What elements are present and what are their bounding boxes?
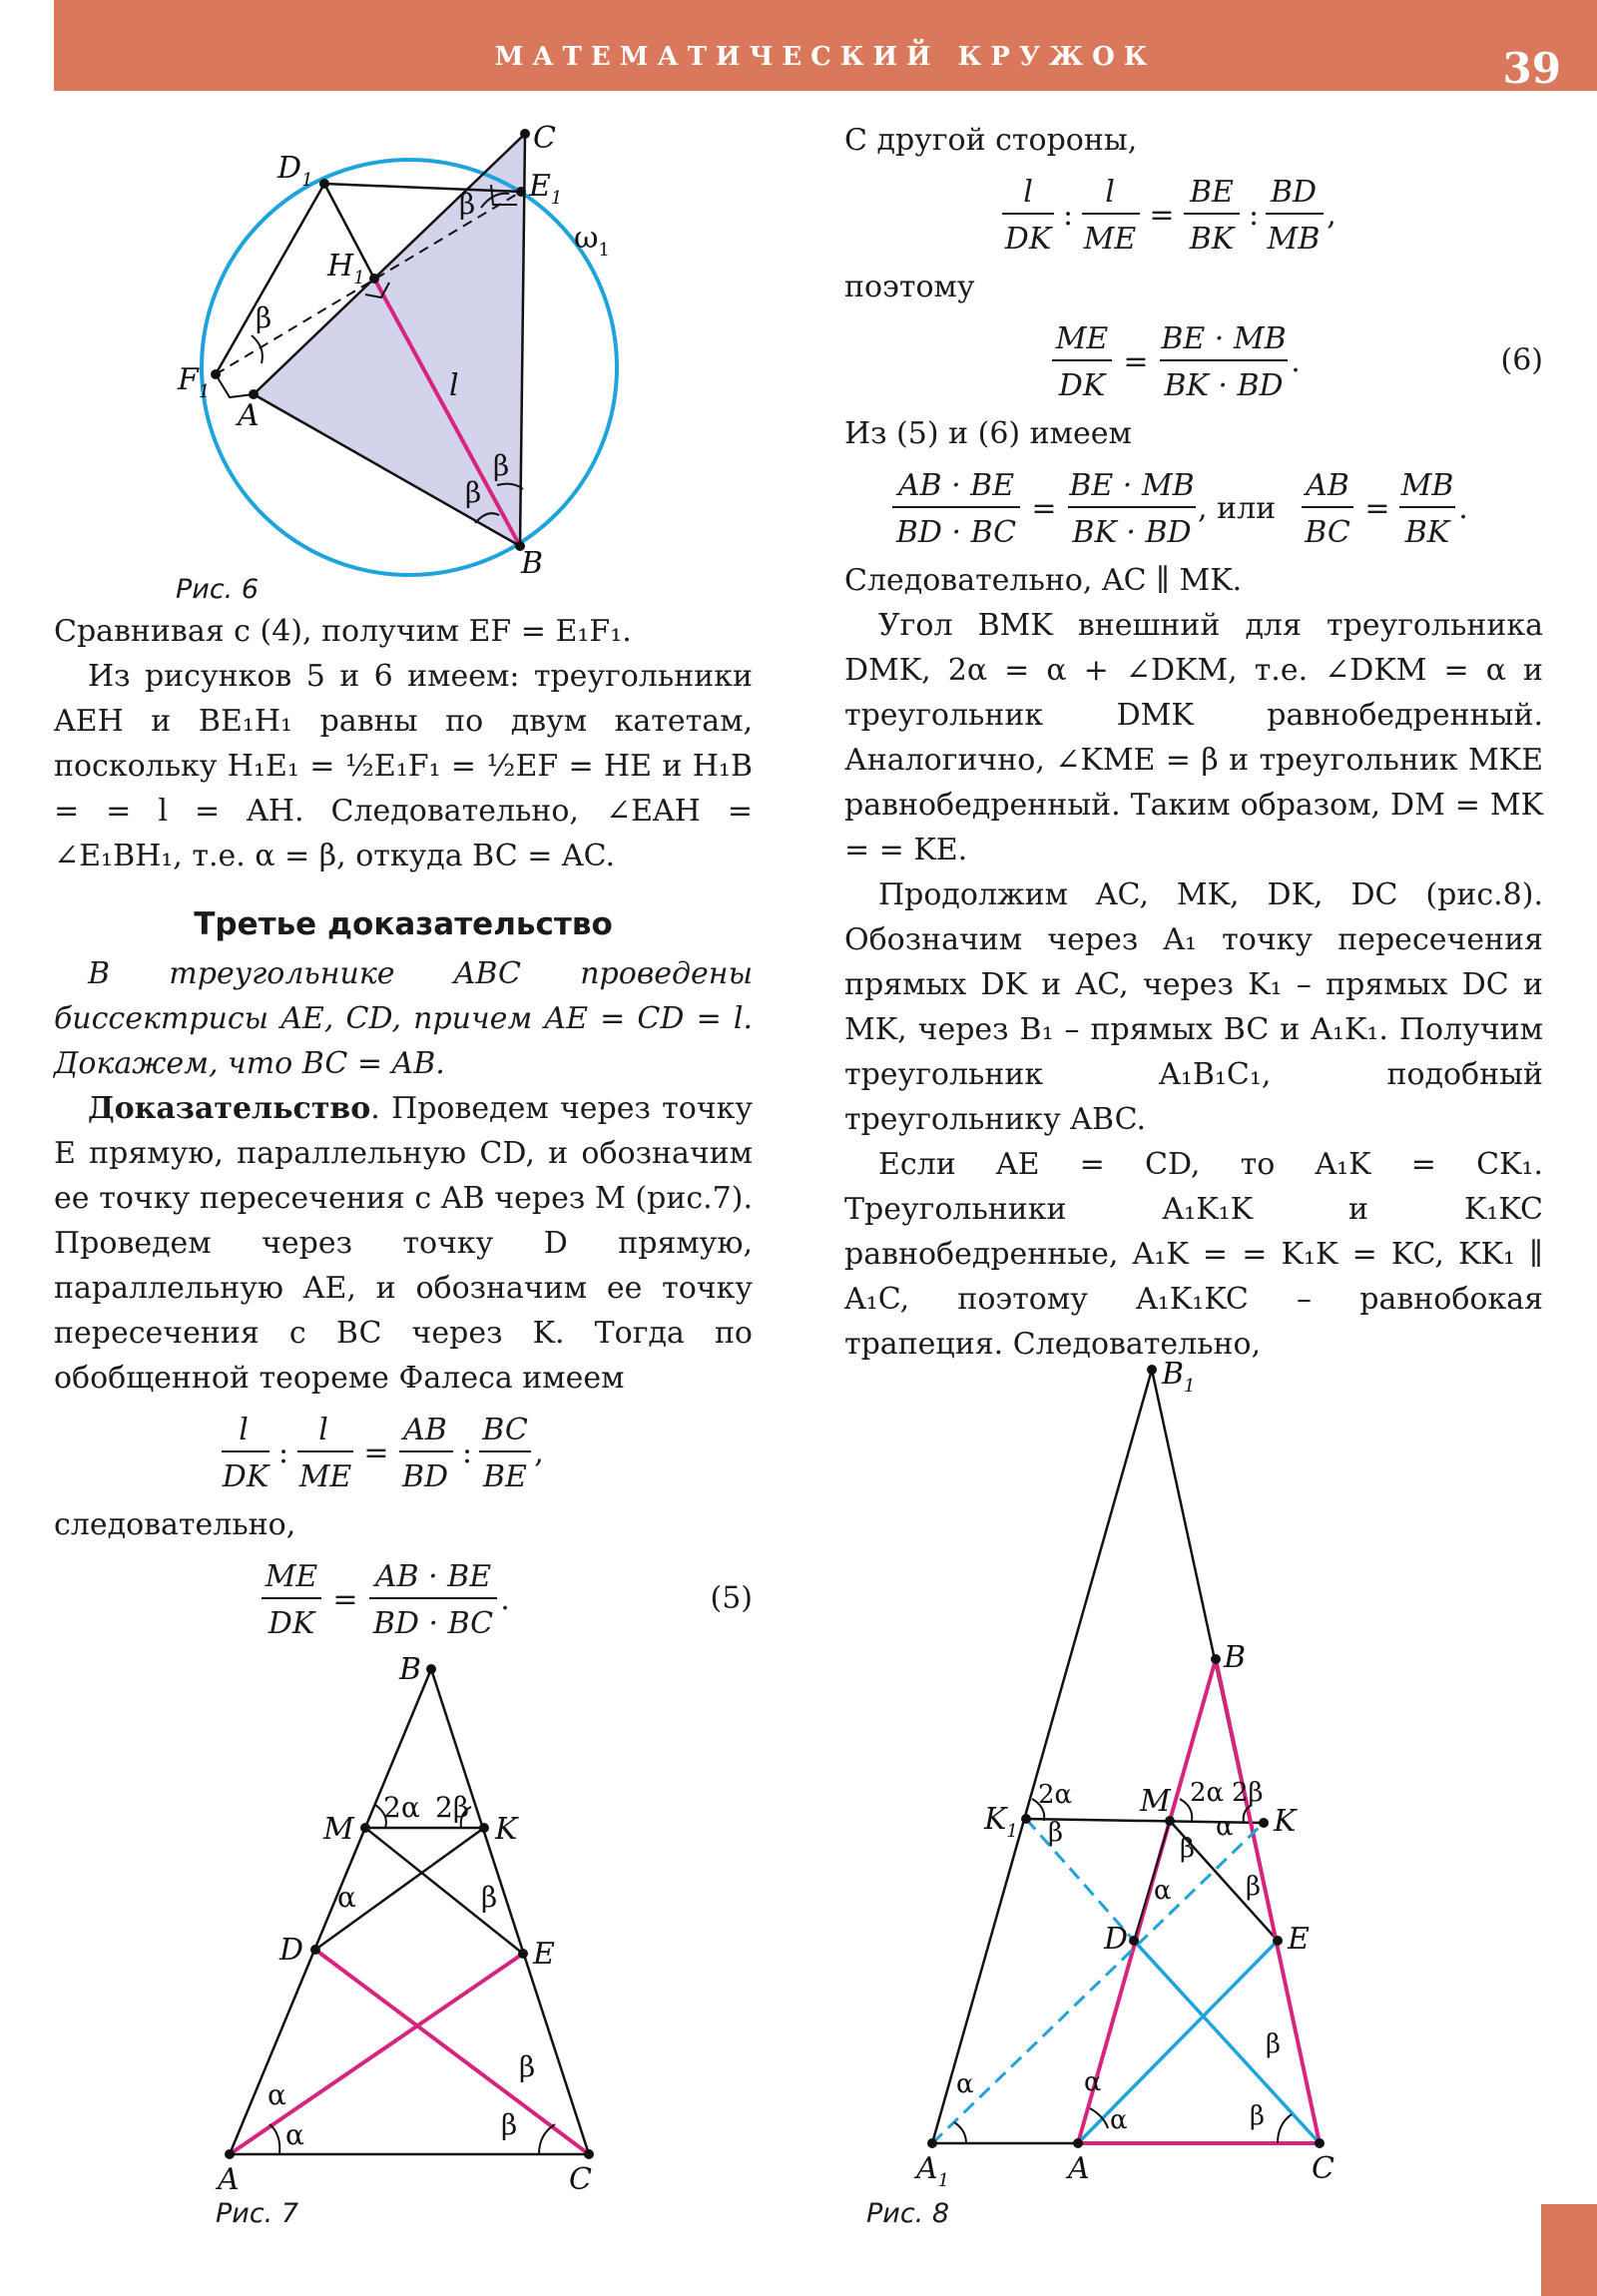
svg-text:ME: ME <box>298 1459 352 1494</box>
svg-text:β: β <box>1180 1834 1196 1864</box>
svg-text:α: α <box>1216 1812 1234 1842</box>
formula-6 <box>844 315 1543 405</box>
svg-text:BE · MB: BE · MB <box>1069 468 1195 503</box>
svg-text:A: A <box>1068 2151 1090 2186</box>
svg-text:l: l <box>239 1413 249 1447</box>
svg-text:BE: BE <box>483 1459 527 1494</box>
fig6-caption: Рис. 6 <box>176 574 260 605</box>
svg-text:,: , <box>534 1435 544 1470</box>
then-text: следовательно, <box>54 1507 296 1542</box>
formula-ratio-1 <box>54 1407 753 1496</box>
svg-text:α: α <box>267 2078 286 2111</box>
svg-text:ME: ME <box>1083 222 1137 257</box>
svg-text:BC: BC <box>1305 515 1350 550</box>
formula-5 <box>54 1553 753 1643</box>
proof-label: Доказательство <box>88 1091 371 1126</box>
svg-text:BE: BE <box>1190 175 1234 210</box>
svg-text:β: β <box>493 449 510 482</box>
svg-text:2β: 2β <box>1232 1778 1264 1808</box>
svg-text:2β: 2β <box>435 1791 470 1824</box>
svg-text:.: . <box>500 1582 510 1617</box>
theorem-statement: В треугольнике ABC проведены биссектрисы AE, CD, причем AE = CD = l. Докажем, что BC = AB. <box>54 956 753 1081</box>
svg-text:l: l <box>449 368 459 403</box>
svg-text:ME: ME <box>265 1559 318 1594</box>
svg-text:β: β <box>519 2050 536 2083</box>
svg-text:l: l <box>318 1413 328 1447</box>
svg-text:B: B <box>521 546 544 577</box>
svg-text:B1: $B_1$ <box>1162 1357 1196 1397</box>
svg-text:β: β <box>1266 2029 1282 2059</box>
svg-text:H1: $H_1$ <box>327 249 365 288</box>
svg-text:BE · MB: BE · MB <box>1161 321 1287 356</box>
svg-text:C: C <box>1312 2151 1334 2186</box>
svg-text:=: = <box>1149 198 1175 233</box>
eq5-number: (5) <box>710 1580 753 1616</box>
svg-text::: : <box>461 1435 473 1470</box>
svg-text:BK · BD: BK · BD <box>1164 368 1284 403</box>
svg-text:AB: AB <box>1306 468 1349 503</box>
svg-text:=: = <box>1364 491 1390 526</box>
svg-text:ME: ME <box>1055 321 1109 356</box>
svg-text:E1: $E_1$ <box>529 169 563 209</box>
svg-text:=: = <box>1031 491 1057 526</box>
consequently-text: Следовательно, AC ∥ MK. <box>844 563 1243 598</box>
svg-text::: : <box>1248 198 1260 233</box>
svg-text:D1: $D_1$ <box>277 151 313 191</box>
svg-text:=: = <box>363 1435 389 1470</box>
svg-text:K: K <box>495 1812 518 1847</box>
svg-text:l: l <box>1023 175 1033 210</box>
svg-text:BD: BD <box>1270 175 1318 210</box>
svg-text:β: β <box>481 1881 498 1914</box>
svg-text:=: = <box>332 1582 358 1617</box>
running-header <box>54 0 1597 91</box>
eq6-number: (6) <box>1500 342 1543 378</box>
svg-text:DK: DK <box>1058 368 1106 403</box>
proof-paragraph: Доказательство. Проведем через точку E прямую, параллельную CD, и обозначим ее точку пересечения с AB через M (рис.7). Проведем через точку D прямую, параллельную AE, и обозначим ее точку пересечения с BC через K. Тогда по обобщенной теореме Фалеса имеем <box>54 1091 753 1396</box>
svg-text:BC: BC <box>482 1413 528 1447</box>
para-triangles: Из рисунков 5 и 6 имеем: треугольники AEH и BE₁H₁ равны по двум катетам, поскольку H₁E₁ = ½E₁F₁ = ½EF = HE и H₁B = = l = AH. Следовательно, ∠EAH = ∠E₁BH₁, т.е. α = β, откуда BC = AC. <box>54 659 753 873</box>
para-angle: Угол BMK внешний для треугольника DMK, 2α = α + ∠DKM, т.е. ∠DKM = α и треугольник DMK равнобедренный. Аналогично, ∠KME = β и треугольник MKE равнобедренный. Таким образом, DM = MK = = KE. <box>844 608 1543 867</box>
svg-text:D: D <box>279 1933 304 1968</box>
svg-text:D: D <box>1104 1922 1129 1957</box>
para-ef: Сравнивая с (4), получим EF = E₁F₁. <box>54 614 632 649</box>
svg-text:.: . <box>1458 491 1468 526</box>
figure-7 <box>200 1645 619 2204</box>
svg-text:DK: DK <box>1004 222 1052 257</box>
svg-text:2α: 2α <box>1038 1780 1073 1810</box>
section-heading: Третье доказательство <box>194 906 613 942</box>
svg-text:B: B <box>1224 1640 1247 1675</box>
svg-text:K: K <box>1274 1804 1297 1839</box>
svg-text:α: α <box>1154 1876 1172 1906</box>
page-number: 39 <box>1502 44 1561 93</box>
header-title: МАТЕМАТИЧЕСКИЙ КРУЖОК <box>494 42 1157 72</box>
therefore-text: поэтому <box>844 270 975 304</box>
left-column <box>54 609 753 1649</box>
svg-text:α: α <box>1084 2067 1102 2097</box>
svg-text:β: β <box>459 188 476 221</box>
svg-text:2α: 2α <box>383 1791 420 1824</box>
right-column <box>844 118 1543 1367</box>
svg-text:β: β <box>1250 2101 1266 2131</box>
svg-text:β: β <box>1048 1818 1064 1848</box>
svg-text:B: B <box>399 1652 422 1687</box>
svg-text:DK: DK <box>222 1459 269 1494</box>
svg-text:M: M <box>323 1812 354 1847</box>
svg-text:BD: BD <box>401 1459 449 1494</box>
para-if: Если AE = CD, то A₁K = CK₁. Треугольники A₁K₁K и K₁KC равнобедренные, A₁K = = K₁K = KC, KK₁ ∥ A₁C, поэтому A₁K₁KC – равнобокая трапеция. Следовательно, <box>844 1147 1543 1362</box>
formula-combined <box>844 462 1543 552</box>
svg-text:E: E <box>533 1937 555 1972</box>
svg-text:BD · BC: BD · BC <box>895 515 1017 550</box>
svg-text:α: α <box>337 1881 356 1914</box>
corner-tab <box>1541 2204 1597 2296</box>
svg-text:BD · BC: BD · BC <box>372 1606 494 1641</box>
figure-6 <box>170 118 639 577</box>
svg-text:MB: MB <box>1400 468 1454 503</box>
svg-text:AB · BE: AB · BE <box>897 468 1015 503</box>
svg-text:ω1: $\omega_1$ <box>574 221 610 261</box>
svg-text:α: α <box>285 2118 304 2151</box>
svg-text:A: A <box>238 398 260 433</box>
svg-text:C: C <box>569 2162 592 2197</box>
svg-text:DK: DK <box>267 1606 315 1641</box>
svg-text:β: β <box>465 476 482 509</box>
svg-text:BK: BK <box>1404 515 1450 550</box>
svg-text::: : <box>277 1435 289 1470</box>
svg-text:,: , <box>1327 198 1336 233</box>
svg-text::: : <box>1062 198 1074 233</box>
svg-text:C: C <box>533 121 556 156</box>
svg-text:β: β <box>1246 1872 1262 1902</box>
svg-text:E: E <box>1288 1922 1310 1957</box>
svg-text:.: . <box>1291 344 1301 379</box>
svg-text:K1: $K_1$ <box>984 1802 1018 1842</box>
svg-text:MB: MB <box>1267 222 1321 257</box>
fig7-caption: Рис. 7 <box>216 2198 299 2229</box>
svg-text:α: α <box>1110 2105 1128 2135</box>
svg-text:A: A <box>218 2162 240 2197</box>
svg-text:BK: BK <box>1189 222 1235 257</box>
svg-text:AB: AB <box>403 1413 447 1447</box>
svg-text:α: α <box>956 2069 974 2099</box>
svg-text:2α: 2α <box>1190 1778 1225 1808</box>
svg-text:l: l <box>1105 175 1115 210</box>
from56-text: Из (5) и (6) имеем <box>844 416 1132 451</box>
svg-text:F1: $F_1$ <box>178 362 211 402</box>
svg-text:AB · BE: AB · BE <box>374 1559 492 1594</box>
formula-ratio-2 <box>844 169 1543 259</box>
other-side-text: С другой стороны, <box>844 123 1138 158</box>
svg-text:=: = <box>1123 344 1149 379</box>
or-text: , или <box>1198 491 1277 526</box>
svg-text:β: β <box>256 301 272 334</box>
fig8-caption: Рис. 8 <box>866 2198 950 2229</box>
para-continue: Продолжим AC, MK, DK, DC (рис.8). Обозначим через A₁ точку пересечения прямых DK и AC, через K₁ – прямых DC и MK, через B₁ – прямых BC и A₁K₁. Получим треугольник A₁B₁C₁, подобный треугольнику ABC. <box>844 877 1543 1137</box>
svg-text:β: β <box>501 2108 518 2141</box>
svg-text:A1: $A_1$ <box>916 2151 950 2191</box>
figure-8 <box>898 1350 1557 2208</box>
svg-text:BK · BD: BK · BD <box>1072 515 1192 550</box>
svg-text:M: M <box>1140 1784 1171 1819</box>
